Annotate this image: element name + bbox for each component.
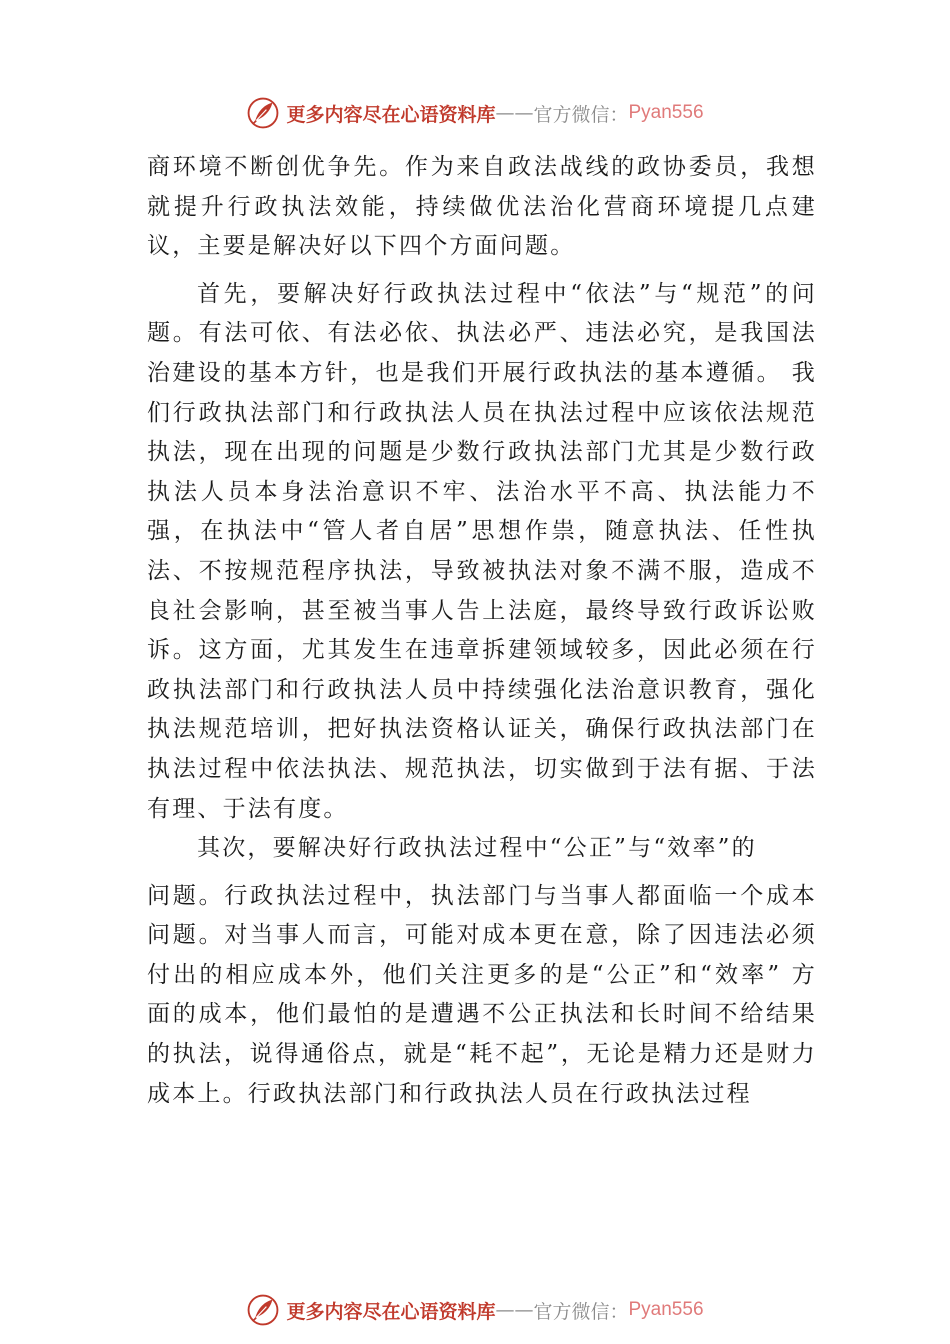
paragraph-1: 商环境不断创优争先。作为来自政法战线的政协委员，我想就提升行政执法效能，持续做优法治化营商环境提几点建议，主要是解决好以下四个方面问题。: [147, 154, 817, 260]
paragraph-3-heading: 其次，要解决好行政执法过程中“公正”与“效率”的: [197, 835, 757, 862]
paragraph-2: 首先，要解决好行政执法过程中“依法”与“规范”的问题。有法可依、有法必依、执法必严、违法必究，是我国法治建设的基本方针，也是我们开展行政执法的基本遵循。 我们行政执法部门和行政执法人员在执法过程中应该依法规范执法，现在出现的问题是少数行政执法部门尤其是少数行政执法人员本身法治意识不牢、法治水平不高、执法能力不强，在执法中“管人者自居”思想作祟，随意执法、任性执法、不按规范程序执法，导致被执法对象不满不服，造成不良社会影响，甚至被当事人告上法庭，最终导致行政诉讼败诉。这方面，尤其发生在违章拆建领域较多，因此必须在行政执法部门和行政执法人员中持续强化法治意识教育，强化执法规范培训，把好执法资格认证关，确保行政执法部门在执法过程中依法执法、规范执法，切实做到于法有据、于法有理、于法有度。: [147, 280, 817, 822]
header-banner-title: 更多内容尽在心语资料库: [286, 103, 496, 126]
paragraph-3-body: 问题。行政执法过程中，执法部门与当事人都面临一个成本问题。对当事人而言，可能对成本更在意，除了因违法必须付出的相应成本外，他们关注更多的是“公正”和“效率” 方面的成本，他们最怕的是遭遇不公正执法和长时间不给结果的执法，说得通俗点，就是“耗不起”，无论是精力还是财力成本上。行政执法部门和行政执法人员在行政执法过程: [147, 882, 817, 1107]
footer-banner-title: 更多内容尽在心语资料库: [286, 1300, 496, 1323]
header-banner-wechat-label: 官方微信：: [533, 103, 629, 126]
footer-banner-wechat-label: 官方微信：: [533, 1300, 629, 1323]
footer-banner-dash: ——: [495, 1299, 534, 1321]
header-banner-dash: ——: [495, 102, 534, 124]
header-banner-wechat-id: Pyan556: [628, 102, 704, 123]
document-body: [147, 148, 817, 1114]
footer-banner-wechat-id: Pyan556: [628, 1299, 704, 1320]
feather-pen-logo-icon: [246, 96, 280, 130]
feather-pen-logo-icon: [246, 1293, 280, 1327]
header-banner: [0, 93, 950, 133]
footer-banner: [0, 1290, 950, 1330]
